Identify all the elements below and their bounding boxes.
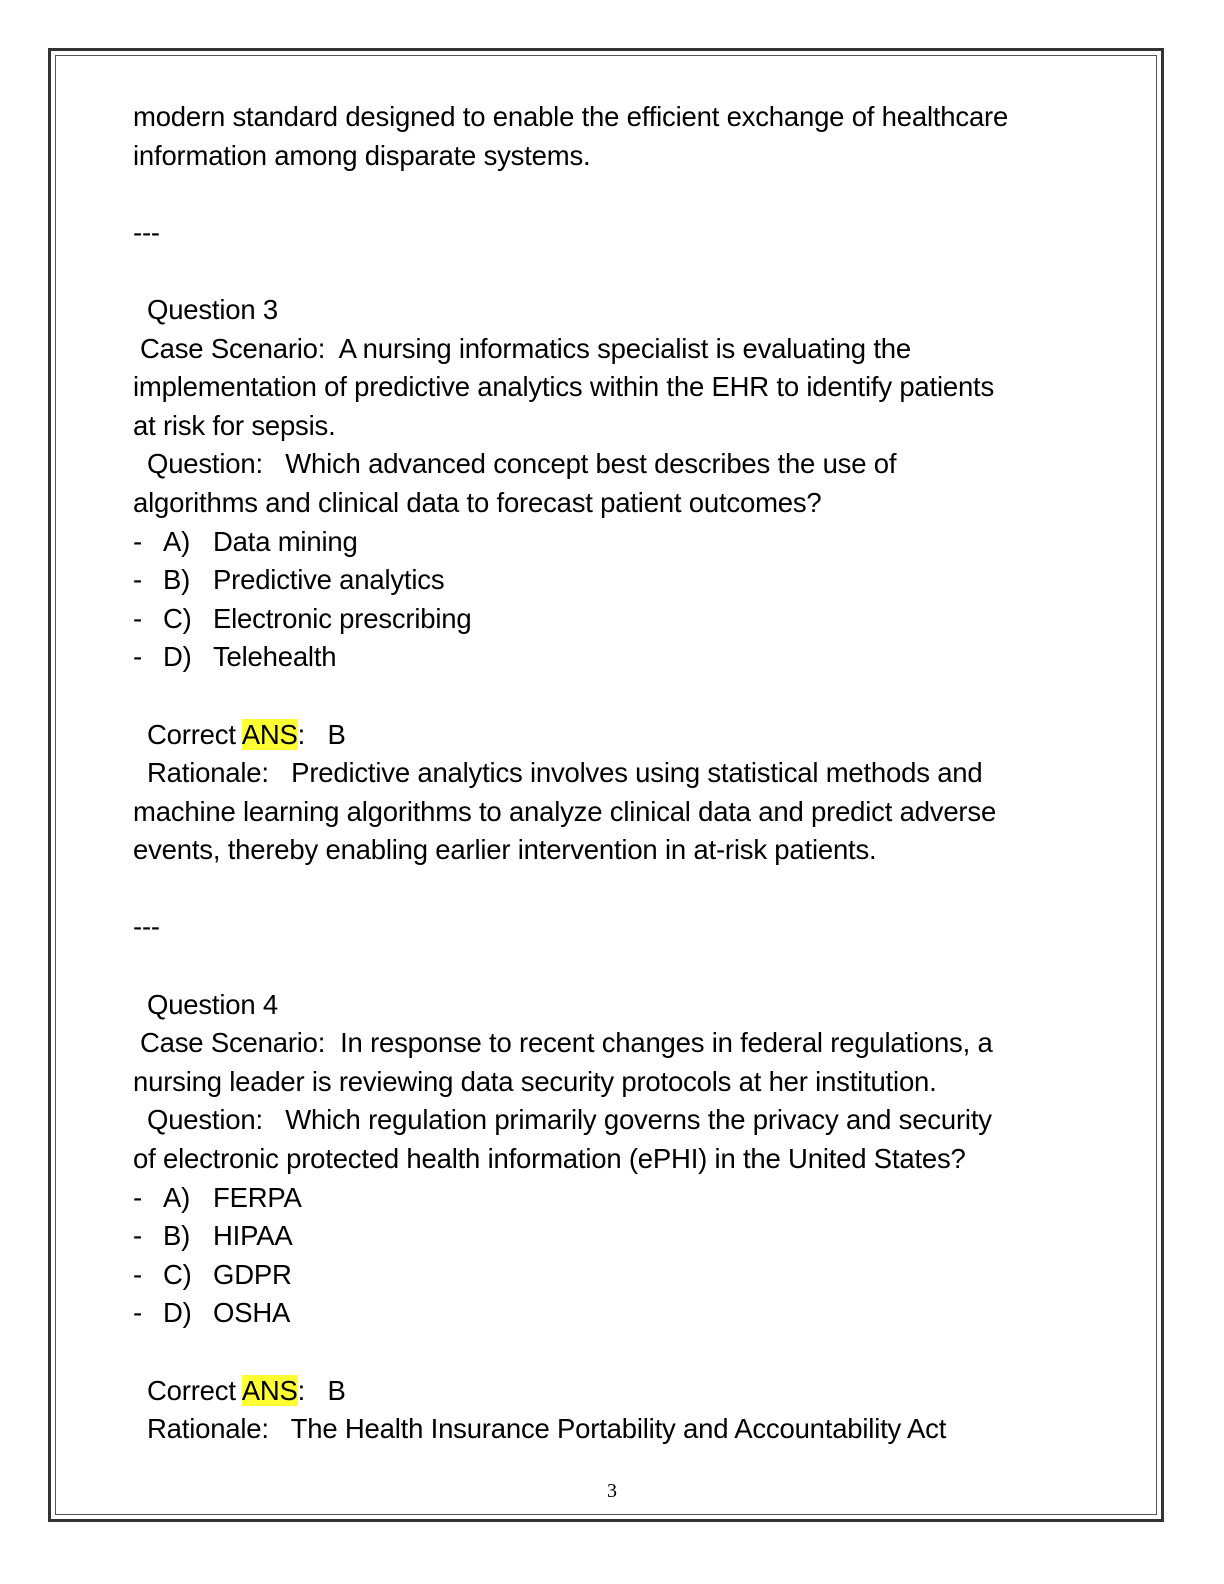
question-4-option-d bbox=[133, 1294, 1093, 1333]
question-4-option-a bbox=[133, 1179, 1093, 1218]
question-4-block bbox=[133, 986, 1093, 1449]
option-letter: D) bbox=[163, 1297, 192, 1329]
intro-line-1: modern standard designed to enable the efficient exchange of healthcare bbox=[133, 101, 1009, 132]
option-letter: A) bbox=[163, 1181, 191, 1213]
question-3-option-c bbox=[133, 600, 1093, 639]
separator: --- bbox=[133, 911, 160, 943]
option-letter: B) bbox=[163, 1220, 191, 1252]
question-3-title: Question 3 bbox=[147, 293, 279, 325]
option-text: FERPA bbox=[213, 1181, 302, 1213]
question-3-correct-answer bbox=[133, 716, 1093, 755]
rationale-text: Predictive analytics involves using statistical methods and bbox=[291, 757, 983, 789]
document-body bbox=[133, 98, 1093, 1449]
scenario-label: Case Scenario: bbox=[140, 332, 326, 364]
option-text: GDPR bbox=[213, 1258, 292, 1290]
correct-prefix: Correct bbox=[147, 1374, 236, 1406]
option-letter: C) bbox=[163, 602, 192, 634]
option-dash: - bbox=[133, 1258, 142, 1290]
option-text: Predictive analytics bbox=[213, 564, 445, 596]
option-letter: C) bbox=[163, 1258, 192, 1290]
question-4-option-c bbox=[133, 1256, 1093, 1295]
question-3-rationale-line-1 bbox=[133, 754, 1093, 793]
correct-value: B bbox=[327, 1374, 346, 1406]
question-4-question-line-2: of electronic protected health information (ePHI) in the United States? bbox=[133, 1143, 966, 1175]
intro-line-2: information among disparate systems. bbox=[133, 139, 591, 171]
option-dash: - bbox=[133, 641, 142, 673]
question-label: Question: bbox=[147, 1104, 263, 1136]
correct-value: B bbox=[327, 718, 346, 750]
question-4-scenario-line-1 bbox=[133, 1024, 1093, 1063]
option-dash: - bbox=[133, 1181, 142, 1213]
option-letter: D) bbox=[163, 641, 192, 673]
option-text: Electronic prescribing bbox=[213, 602, 472, 634]
question-3-block bbox=[133, 291, 1093, 870]
rationale-label: Rationale: bbox=[147, 1413, 269, 1445]
answer-highlight: ANS bbox=[241, 1374, 298, 1406]
question-4-scenario-line-2: nursing leader is reviewing data security protocols at her institution. bbox=[133, 1065, 937, 1097]
question-label: Question: bbox=[147, 448, 263, 480]
question-3-scenario-line-1 bbox=[133, 330, 1093, 369]
option-dash: - bbox=[133, 1297, 142, 1329]
question-3-question-line-2: algorithms and clinical data to forecast patient outcomes? bbox=[133, 486, 822, 518]
scenario-label: Case Scenario: bbox=[140, 1027, 326, 1059]
answer-highlight: ANS bbox=[241, 718, 298, 750]
scenario-text: In response to recent changes in federal regulations, a bbox=[340, 1027, 993, 1059]
correct-colon: : bbox=[297, 718, 306, 750]
scenario-text: A nursing informatics specialist is evaluating the bbox=[338, 332, 911, 364]
option-letter: A) bbox=[163, 525, 191, 557]
option-dash: - bbox=[133, 1220, 142, 1252]
question-3-rationale-line-3: events, thereby enabling earlier intervention in at-risk patients. bbox=[133, 834, 877, 866]
question-4-title: Question 4 bbox=[147, 988, 279, 1020]
option-text: Telehealth bbox=[213, 641, 337, 673]
question-text: Which regulation primarily governs the privacy and security bbox=[285, 1104, 992, 1136]
question-4-correct-answer bbox=[133, 1372, 1093, 1411]
question-text: Which advanced concept best describes the use of bbox=[285, 448, 897, 480]
correct-prefix: Correct bbox=[147, 718, 236, 750]
option-letter: B) bbox=[163, 564, 191, 596]
rationale-label: Rationale: bbox=[147, 757, 269, 789]
option-text: Data mining bbox=[213, 525, 358, 557]
question-3-option-b bbox=[133, 561, 1093, 600]
question-3-scenario-line-2: implementation of predictive analytics within the EHR to identify patients bbox=[133, 371, 995, 403]
question-4-question-line-1 bbox=[133, 1101, 1093, 1140]
option-text: HIPAA bbox=[213, 1220, 293, 1252]
option-dash: - bbox=[133, 602, 142, 634]
rationale-text: The Health Insurance Portability and Accountability Act bbox=[290, 1413, 947, 1445]
question-4-rationale-line-1 bbox=[133, 1410, 1093, 1449]
question-3-question-line-1 bbox=[133, 445, 1093, 484]
option-dash: - bbox=[133, 525, 142, 557]
question-3-option-d bbox=[133, 638, 1093, 677]
question-3-scenario-line-3: at risk for sepsis. bbox=[133, 409, 336, 441]
page-number: 3 bbox=[607, 1480, 617, 1502]
correct-colon: : bbox=[297, 1374, 306, 1406]
option-dash: - bbox=[133, 564, 142, 596]
question-4-option-b bbox=[133, 1217, 1093, 1256]
question-3-option-a bbox=[133, 523, 1093, 562]
option-text: OSHA bbox=[213, 1297, 291, 1329]
separator: --- bbox=[133, 216, 160, 248]
question-3-rationale-line-2: machine learning algorithms to analyze clinical data and predict adverse bbox=[133, 795, 997, 827]
